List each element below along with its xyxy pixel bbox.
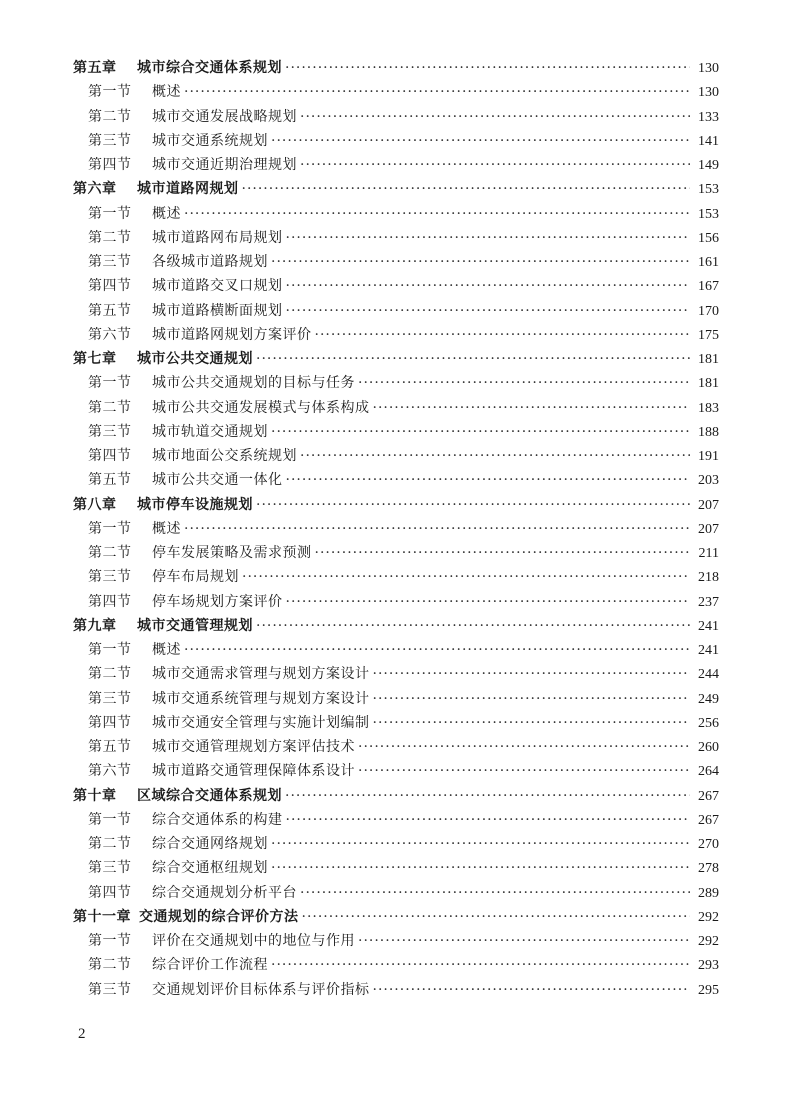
entry-page-number: 256 [698, 715, 719, 731]
section-number: 第二节 [88, 229, 132, 246]
dot-leader [358, 929, 690, 953]
chapter-number: 第七章 [73, 351, 117, 367]
entry-page-number: 153 [698, 182, 719, 198]
table-of-contents [73, 56, 719, 1002]
dot-leader [300, 105, 690, 129]
chapter-number: 第九章 [73, 617, 117, 634]
toc-section-entry [73, 929, 719, 953]
dot-leader [315, 541, 691, 565]
entry-page-number: 293 [698, 958, 719, 974]
section-number: 第一节 [88, 375, 132, 392]
chapter-title: 城市综合交通体系规划 [137, 60, 282, 76]
toc-section-entry [73, 250, 719, 274]
entry-page-number: 267 [698, 788, 719, 804]
section-title: 城市公共交通发展模式与体系构成 [152, 399, 370, 416]
section-title: 城市交通安全管理与实施计划编制 [152, 714, 370, 731]
dot-leader [300, 153, 690, 177]
toc-chapter-entry [73, 905, 719, 929]
entry-page-number: 207 [698, 497, 719, 513]
section-number: 第四节 [88, 278, 132, 295]
entry-page-number: 170 [698, 303, 719, 319]
toc-section-entry [73, 856, 719, 880]
section-number: 第二节 [88, 957, 132, 974]
entry-page-number: 218 [698, 570, 719, 586]
entry-page-number: 292 [698, 934, 719, 949]
toc-section-entry [73, 202, 719, 226]
dot-leader [271, 832, 690, 856]
toc-section-entry [73, 759, 719, 783]
dot-leader [286, 808, 691, 832]
section-title: 城市交通需求管理与规划方案设计 [152, 666, 370, 683]
section-title: 概述 [152, 84, 181, 101]
section-number: 第六节 [88, 326, 132, 343]
dot-leader [373, 396, 691, 420]
toc-chapter-entry [73, 347, 719, 371]
section-title: 城市道路网布局规划 [152, 229, 283, 246]
section-title: 城市交通系统规划 [152, 132, 268, 149]
toc-chapter-entry [73, 784, 719, 808]
toc-section-entry [73, 978, 719, 1002]
entry-page-number: 167 [698, 279, 719, 295]
chapter-title: 城市道路网规划 [137, 181, 239, 198]
section-title: 城市交通近期治理规划 [152, 157, 297, 173]
toc-section-entry [73, 808, 719, 832]
dot-leader [358, 735, 690, 759]
section-number: 第三节 [88, 132, 132, 149]
entry-page-number: 191 [698, 449, 719, 464]
section-title: 城市交通发展战略规划 [152, 108, 297, 125]
section-number: 第三节 [88, 690, 132, 707]
chapter-number: 第八章 [73, 496, 117, 513]
section-number: 第二节 [88, 108, 132, 125]
section-title: 综合评价工作流程 [152, 957, 268, 974]
page-number: 2 [78, 1026, 86, 1042]
toc-section-entry [73, 832, 719, 856]
section-number: 第三节 [88, 860, 132, 877]
toc-section-entry [73, 105, 719, 129]
dot-leader [184, 80, 690, 104]
section-number: 第二节 [88, 399, 132, 416]
dot-leader [242, 177, 691, 201]
dot-leader [286, 590, 691, 614]
section-number: 第三节 [88, 981, 132, 998]
dot-leader [373, 687, 691, 711]
entry-page-number: 264 [698, 764, 719, 780]
toc-section-entry [73, 735, 719, 759]
section-title: 交通规划评价目标体系与评价指标 [152, 981, 370, 998]
dot-leader [242, 565, 690, 589]
dot-leader [300, 881, 690, 905]
dot-leader [358, 759, 690, 783]
entry-page-number: 295 [698, 982, 719, 998]
section-number: 第五节 [88, 302, 132, 319]
section-title: 城市交通管理规划方案评估技术 [152, 739, 355, 755]
toc-section-entry [73, 953, 719, 977]
section-number: 第四节 [88, 448, 132, 464]
entry-page-number: 156 [698, 230, 719, 246]
toc-section-entry [73, 153, 719, 177]
section-number: 第二节 [88, 666, 132, 683]
entry-page-number: 175 [698, 327, 719, 343]
dot-leader [373, 662, 691, 686]
toc-section-entry [73, 662, 719, 686]
section-title: 综合交通枢纽规划 [152, 860, 268, 877]
entry-page-number: 181 [698, 352, 719, 367]
dot-leader [373, 711, 691, 735]
section-number: 第五节 [88, 739, 132, 755]
entry-page-number: 181 [698, 376, 719, 392]
section-number: 第三节 [88, 423, 132, 440]
section-title: 城市公共交通一体化 [152, 472, 283, 489]
dot-leader [285, 56, 690, 80]
section-title: 概述 [152, 642, 181, 658]
dot-leader [358, 371, 690, 395]
toc-section-entry [73, 371, 719, 395]
entry-page-number: 237 [698, 594, 719, 610]
section-number: 第四节 [88, 593, 132, 610]
entry-page-number: 241 [698, 618, 719, 634]
toc-chapter-entry [73, 56, 719, 80]
dot-leader [286, 299, 691, 323]
entry-page-number: 289 [698, 885, 719, 901]
section-title: 停车发展策略及需求预测 [152, 545, 312, 561]
section-number: 第一节 [88, 933, 132, 949]
toc-section-entry [73, 881, 719, 905]
dot-leader [271, 420, 690, 444]
entry-page-number: 161 [698, 255, 719, 270]
dot-leader [315, 323, 691, 347]
dot-leader [184, 638, 690, 662]
toc-section-entry [73, 80, 719, 104]
chapter-title: 区域综合交通体系规划 [137, 787, 282, 804]
entry-page-number: 130 [698, 85, 719, 101]
section-title: 城市道路交通管理保障体系设计 [152, 763, 355, 780]
toc-section-entry [73, 517, 719, 541]
section-number: 第一节 [88, 520, 132, 537]
section-number: 第三节 [88, 569, 132, 586]
chapter-number: 第六章 [73, 181, 117, 198]
toc-section-entry [73, 444, 719, 468]
entry-page-number: 183 [698, 400, 719, 416]
dot-leader [285, 784, 690, 808]
dot-leader [271, 856, 690, 880]
toc-section-entry [73, 396, 719, 420]
section-number: 第六节 [88, 763, 132, 780]
dot-leader [286, 274, 691, 298]
entry-page-number: 267 [698, 812, 719, 828]
section-number: 第四节 [88, 714, 132, 731]
entry-page-number: 270 [698, 837, 719, 852]
toc-chapter-entry [73, 614, 719, 638]
dot-leader [286, 468, 691, 492]
section-number: 第五节 [88, 472, 132, 489]
toc-section-entry [73, 541, 719, 565]
dot-leader [256, 614, 690, 638]
entry-page-number: 292 [698, 909, 719, 925]
section-title: 城市轨道交通规划 [152, 423, 268, 440]
dot-leader [271, 953, 690, 977]
entry-page-number: 188 [698, 424, 719, 440]
toc-section-entry [73, 299, 719, 323]
chapter-title: 交通规划的综合评价方法 [139, 908, 299, 925]
chapter-title: 城市停车设施规划 [137, 496, 253, 513]
toc-section-entry [73, 711, 719, 735]
section-title: 城市地面公交系统规划 [152, 448, 297, 464]
section-title: 综合交通体系的构建 [152, 811, 283, 828]
section-number: 第四节 [88, 884, 132, 901]
toc-chapter-entry [73, 493, 719, 517]
dot-leader [256, 347, 690, 371]
dot-leader [300, 444, 690, 468]
entry-page-number: 241 [698, 643, 719, 658]
section-number: 第一节 [88, 205, 132, 222]
section-number: 第一节 [88, 811, 132, 828]
section-number: 第二节 [88, 836, 132, 852]
dot-leader [302, 905, 691, 929]
entry-page-number: 211 [698, 546, 719, 561]
chapter-number: 第十章 [73, 787, 117, 804]
section-title: 停车布局规划 [152, 569, 239, 586]
toc-section-entry [73, 129, 719, 153]
section-number: 第四节 [88, 157, 132, 173]
toc-section-entry [73, 226, 719, 250]
section-title: 城市道路交叉口规划 [152, 278, 283, 295]
chapter-number: 第五章 [73, 60, 117, 76]
toc-section-entry [73, 565, 719, 589]
entry-page-number: 207 [698, 521, 719, 537]
chapter-title: 城市公共交通规划 [137, 351, 253, 367]
toc-section-entry [73, 468, 719, 492]
toc-section-entry [73, 274, 719, 298]
toc-section-entry [73, 687, 719, 711]
section-number: 第三节 [88, 254, 132, 270]
section-title: 评价在交通规划中的地位与作用 [152, 933, 355, 949]
section-number: 第二节 [88, 545, 132, 561]
dot-leader [373, 978, 691, 1002]
section-title: 停车场规划方案评价 [152, 593, 283, 610]
toc-section-entry [73, 420, 719, 444]
entry-page-number: 153 [698, 206, 719, 222]
chapter-title: 城市交通管理规划 [137, 617, 253, 634]
section-number: 第一节 [88, 642, 132, 658]
dot-leader [271, 129, 690, 153]
dot-leader [286, 226, 691, 250]
section-title: 概述 [152, 205, 181, 222]
section-title: 综合交通网络规划 [152, 836, 268, 852]
entry-page-number: 244 [698, 667, 719, 683]
entry-page-number: 203 [698, 473, 719, 489]
entry-page-number: 141 [698, 133, 719, 149]
toc-section-entry [73, 638, 719, 662]
entry-page-number: 130 [698, 61, 719, 76]
dot-leader [184, 517, 690, 541]
section-title: 各级城市道路规划 [152, 254, 268, 270]
entry-page-number: 249 [698, 691, 719, 707]
toc-chapter-entry [73, 177, 719, 201]
dot-leader [184, 202, 690, 226]
dot-leader [271, 250, 690, 274]
section-title: 城市道路网规划方案评价 [152, 326, 312, 343]
section-title: 概述 [152, 520, 181, 537]
entry-page-number: 149 [698, 158, 719, 173]
section-number: 第一节 [88, 84, 132, 101]
toc-section-entry [73, 323, 719, 347]
entry-page-number: 260 [698, 740, 719, 755]
chapter-number: 第十一章 [73, 908, 131, 925]
section-title: 城市交通系统管理与规划方案设计 [152, 690, 370, 707]
section-title: 综合交通规划分析平台 [152, 884, 297, 901]
section-title: 城市道路横断面规划 [152, 302, 283, 319]
dot-leader [256, 493, 690, 517]
toc-section-entry [73, 590, 719, 614]
entry-page-number: 133 [698, 109, 719, 125]
entry-page-number: 278 [698, 861, 719, 877]
section-title: 城市公共交通规划的目标与任务 [152, 375, 355, 392]
